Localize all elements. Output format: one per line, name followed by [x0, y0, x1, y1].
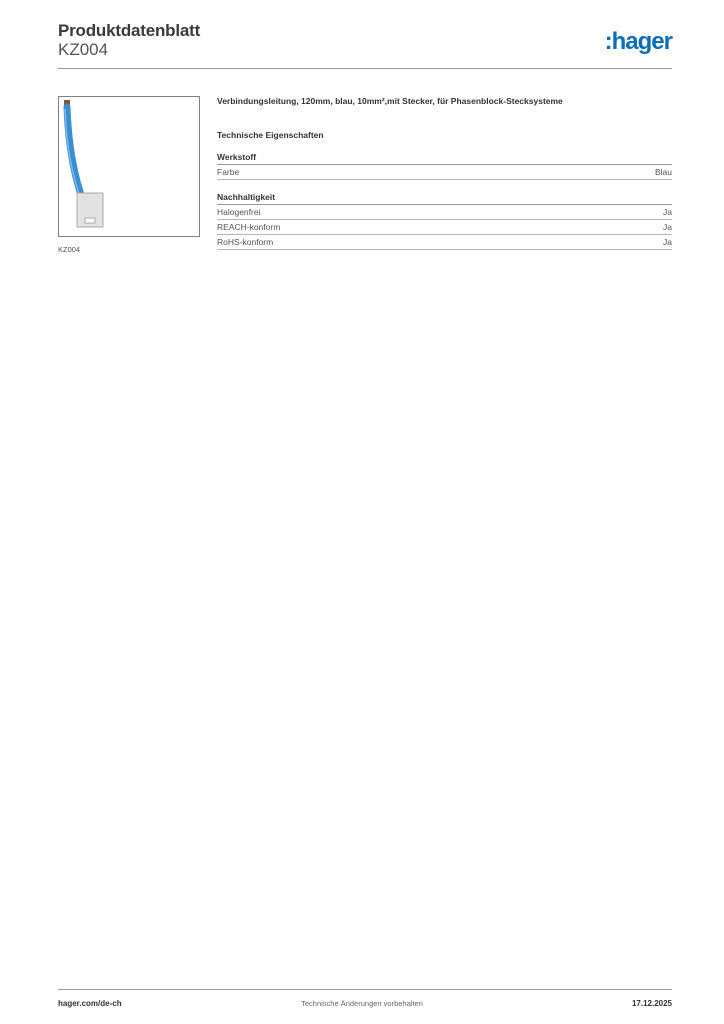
product-code-title: KZ004	[58, 40, 109, 59]
spec-row	[217, 165, 672, 180]
section-heading: Technische Eigenschaften	[217, 130, 324, 140]
spec-row	[217, 235, 672, 250]
spec-value: Blau	[654, 167, 672, 177]
group-heading: Nachhaltigkeit	[217, 192, 672, 205]
spec-label: RoHS-konform	[217, 237, 274, 247]
spec-group-werkstoff	[217, 152, 672, 180]
group-heading: Werkstoff	[217, 152, 672, 165]
image-caption: KZ004	[58, 245, 81, 254]
footer-date: 17.12.2025	[631, 999, 672, 1008]
header-divider	[58, 68, 672, 69]
footer-notice: Technische Änderungen vorbehalten	[301, 999, 423, 1008]
spec-row	[217, 220, 672, 235]
footer-url-link[interactable]: hager.com/de-ch	[58, 999, 122, 1008]
cable-illustration	[59, 97, 199, 236]
spec-label: Farbe	[217, 167, 240, 177]
product-details	[217, 96, 672, 250]
product-image	[58, 96, 200, 237]
hager-logo: :hager	[604, 28, 672, 55]
spec-group-nachhaltigkeit	[217, 192, 672, 250]
spec-value: Ja	[663, 237, 672, 247]
product-description: Verbindungsleitung, 120mm, blau, 10mm²,mit Stecker, für Phasenblock-Stecksysteme	[217, 96, 563, 106]
spec-value: Ja	[663, 222, 672, 232]
plug-contact	[85, 218, 95, 223]
footer-divider	[58, 989, 672, 990]
spec-row	[217, 205, 672, 220]
page-title: Produktdatenblatt	[58, 21, 201, 40]
spec-label: Halogenfrei	[217, 207, 261, 217]
spec-label: REACH-konform	[217, 222, 281, 232]
spec-value: Ja	[663, 207, 672, 217]
